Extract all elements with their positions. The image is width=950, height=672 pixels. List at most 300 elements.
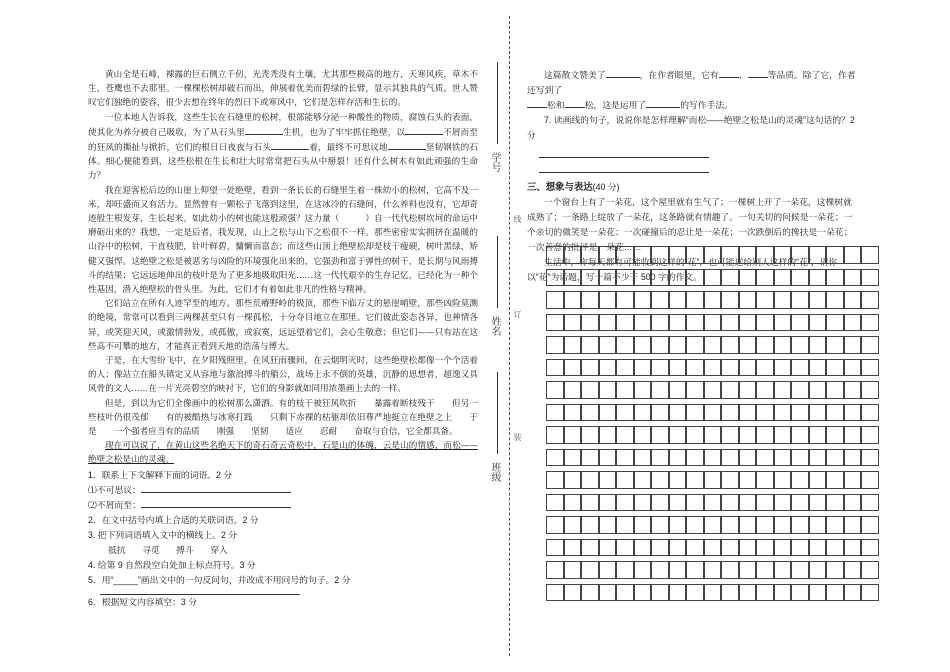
grid-row[interactable]	[546, 291, 879, 309]
grid-cell[interactable]	[669, 539, 687, 557]
grid-cell[interactable]	[651, 291, 669, 309]
grid-cell[interactable]	[844, 561, 862, 579]
grid-cell[interactable]	[651, 426, 669, 444]
grid-cell[interactable]	[791, 336, 809, 354]
grid-cell[interactable]	[581, 539, 599, 557]
grid-cell[interactable]	[774, 584, 792, 602]
grid-cell[interactable]	[686, 291, 704, 309]
grid-cell[interactable]	[721, 291, 739, 309]
grid-cell[interactable]	[581, 584, 599, 602]
grid-cell[interactable]	[791, 246, 809, 264]
grid-cell[interactable]	[809, 269, 827, 287]
grid-cell[interactable]	[791, 516, 809, 534]
grid-cell[interactable]	[721, 516, 739, 534]
grid-cell[interactable]	[669, 336, 687, 354]
grid-cell[interactable]	[844, 539, 862, 557]
grid-cell[interactable]	[774, 449, 792, 467]
grid-cell[interactable]	[599, 471, 617, 489]
grid-cell[interactable]	[616, 381, 634, 399]
grid-cell[interactable]	[581, 246, 599, 264]
grid-cell[interactable]	[651, 494, 669, 512]
grid-cell[interactable]	[546, 336, 564, 354]
class-line[interactable]	[497, 372, 498, 454]
grid-cell[interactable]	[651, 381, 669, 399]
grid-cell[interactable]	[616, 314, 634, 332]
grid-cell[interactable]	[669, 471, 687, 489]
blank-fill[interactable]	[748, 68, 768, 78]
grid-cell[interactable]	[686, 539, 704, 557]
grid-cell[interactable]	[616, 426, 634, 444]
grid-cell[interactable]	[791, 291, 809, 309]
grid-cell[interactable]	[739, 426, 757, 444]
grid-cell[interactable]	[739, 494, 757, 512]
grid-cell[interactable]	[634, 404, 652, 422]
grid-cell[interactable]	[546, 494, 564, 512]
grid-cell[interactable]	[791, 314, 809, 332]
grid-cell[interactable]	[564, 314, 582, 332]
grid-cell[interactable]	[826, 404, 844, 422]
grid-cell[interactable]	[826, 561, 844, 579]
grid-cell[interactable]	[739, 314, 757, 332]
blank-fill[interactable]	[527, 98, 547, 108]
blank-fill[interactable]	[719, 68, 739, 78]
grid-cell[interactable]	[791, 269, 809, 287]
grid-cell[interactable]	[581, 381, 599, 399]
grid-cell[interactable]	[739, 516, 757, 534]
grid-cell[interactable]	[581, 359, 599, 377]
grid-cell[interactable]	[774, 314, 792, 332]
name-line[interactable]	[497, 236, 498, 308]
answer-line[interactable]	[141, 498, 291, 508]
grid-cell[interactable]	[809, 449, 827, 467]
grid-cell[interactable]	[669, 404, 687, 422]
grid-cell[interactable]	[546, 404, 564, 422]
grid-cell[interactable]	[844, 314, 862, 332]
grid-cell[interactable]	[809, 426, 827, 444]
grid-cell[interactable]	[826, 516, 844, 534]
grid-cell[interactable]	[826, 314, 844, 332]
grid-cell[interactable]	[651, 404, 669, 422]
grid-cell[interactable]	[704, 561, 722, 579]
grid-cell[interactable]	[669, 291, 687, 309]
grid-row[interactable]	[546, 359, 879, 377]
grid-cell[interactable]	[564, 494, 582, 512]
grid-cell[interactable]	[774, 494, 792, 512]
grid-row[interactable]	[546, 449, 879, 467]
grid-cell[interactable]	[809, 471, 827, 489]
grid-cell[interactable]	[704, 449, 722, 467]
grid-cell[interactable]	[809, 494, 827, 512]
grid-cell[interactable]	[581, 561, 599, 579]
grid-cell[interactable]	[826, 291, 844, 309]
grid-cell[interactable]	[861, 449, 879, 467]
grid-cell[interactable]	[756, 314, 774, 332]
grid-cell[interactable]	[546, 314, 564, 332]
grid-cell[interactable]	[739, 246, 757, 264]
grid-cell[interactable]	[546, 246, 564, 264]
grid-row[interactable]	[546, 269, 879, 287]
grid-row[interactable]	[546, 494, 879, 512]
grid-row[interactable]	[546, 381, 879, 399]
grid-cell[interactable]	[774, 404, 792, 422]
grid-cell[interactable]	[599, 494, 617, 512]
grid-cell[interactable]	[581, 426, 599, 444]
grid-cell[interactable]	[704, 246, 722, 264]
grid-cell[interactable]	[651, 269, 669, 287]
grid-cell[interactable]	[599, 359, 617, 377]
grid-cell[interactable]	[634, 336, 652, 354]
grid-cell[interactable]	[546, 561, 564, 579]
grid-cell[interactable]	[809, 584, 827, 602]
grid-row[interactable]	[546, 246, 879, 264]
grid-cell[interactable]	[756, 269, 774, 287]
grid-cell[interactable]	[686, 449, 704, 467]
grid-cell[interactable]	[686, 426, 704, 444]
grid-cell[interactable]	[616, 336, 634, 354]
grid-cell[interactable]	[739, 404, 757, 422]
grid-cell[interactable]	[861, 539, 879, 557]
grid-cell[interactable]	[826, 269, 844, 287]
grid-cell[interactable]	[599, 314, 617, 332]
grid-cell[interactable]	[756, 516, 774, 534]
grid-cell[interactable]	[756, 426, 774, 444]
grid-cell[interactable]	[861, 381, 879, 399]
grid-cell[interactable]	[546, 359, 564, 377]
grid-cell[interactable]	[704, 269, 722, 287]
grid-cell[interactable]	[599, 291, 617, 309]
grid-cell[interactable]	[861, 494, 879, 512]
grid-cell[interactable]	[686, 314, 704, 332]
grid-cell[interactable]	[721, 404, 739, 422]
grid-row[interactable]	[546, 539, 879, 557]
grid-cell[interactable]	[809, 291, 827, 309]
grid-cell[interactable]	[669, 516, 687, 534]
grid-cell[interactable]	[826, 471, 844, 489]
grid-cell[interactable]	[809, 381, 827, 399]
grid-cell[interactable]	[599, 539, 617, 557]
grid-cell[interactable]	[599, 381, 617, 399]
grid-cell[interactable]	[634, 471, 652, 489]
grid-cell[interactable]	[861, 269, 879, 287]
grid-cell[interactable]	[546, 426, 564, 444]
grid-cell[interactable]	[686, 336, 704, 354]
grid-cell[interactable]	[669, 381, 687, 399]
grid-row[interactable]	[546, 471, 879, 489]
grid-cell[interactable]	[739, 584, 757, 602]
grid-cell[interactable]	[634, 314, 652, 332]
grid-cell[interactable]	[669, 426, 687, 444]
grid-cell[interactable]	[756, 404, 774, 422]
grid-cell[interactable]	[704, 516, 722, 534]
grid-cell[interactable]	[721, 381, 739, 399]
grid-cell[interactable]	[809, 246, 827, 264]
grid-cell[interactable]	[669, 449, 687, 467]
grid-cell[interactable]	[721, 539, 739, 557]
grid-cell[interactable]	[721, 561, 739, 579]
blank-fill[interactable]	[646, 98, 680, 108]
grid-cell[interactable]	[791, 404, 809, 422]
grid-cell[interactable]	[651, 584, 669, 602]
grid-cell[interactable]	[756, 449, 774, 467]
grid-cell[interactable]	[546, 471, 564, 489]
grid-cell[interactable]	[809, 404, 827, 422]
grid-cell[interactable]	[651, 359, 669, 377]
grid-cell[interactable]	[634, 246, 652, 264]
grid-cell[interactable]	[616, 291, 634, 309]
grid-cell[interactable]	[774, 336, 792, 354]
grid-cell[interactable]	[704, 336, 722, 354]
grid-cell[interactable]	[791, 381, 809, 399]
grid-cell[interactable]	[616, 516, 634, 534]
grid-row[interactable]	[546, 426, 879, 444]
grid-cell[interactable]	[826, 246, 844, 264]
grid-cell[interactable]	[704, 494, 722, 512]
grid-cell[interactable]	[721, 359, 739, 377]
grid-cell[interactable]	[721, 426, 739, 444]
grid-cell[interactable]	[686, 404, 704, 422]
grid-cell[interactable]	[651, 561, 669, 579]
grid-cell[interactable]	[686, 381, 704, 399]
grid-cell[interactable]	[756, 494, 774, 512]
grid-cell[interactable]	[616, 359, 634, 377]
grid-cell[interactable]	[704, 404, 722, 422]
grid-cell[interactable]	[861, 516, 879, 534]
grid-cell[interactable]	[756, 336, 774, 354]
grid-cell[interactable]	[756, 246, 774, 264]
grid-cell[interactable]	[791, 539, 809, 557]
grid-cell[interactable]	[774, 269, 792, 287]
grid-row[interactable]	[546, 584, 879, 602]
grid-cell[interactable]	[809, 561, 827, 579]
grid-cell[interactable]	[756, 584, 774, 602]
grid-cell[interactable]	[564, 539, 582, 557]
grid-cell[interactable]	[651, 314, 669, 332]
grid-cell[interactable]	[861, 426, 879, 444]
grid-cell[interactable]	[844, 584, 862, 602]
composition-grid[interactable]	[546, 246, 879, 601]
grid-cell[interactable]	[546, 449, 564, 467]
grid-cell[interactable]	[861, 404, 879, 422]
grid-cell[interactable]	[861, 359, 879, 377]
grid-cell[interactable]	[861, 584, 879, 602]
grid-cell[interactable]	[739, 291, 757, 309]
blank-fill[interactable]	[388, 140, 426, 150]
grid-cell[interactable]	[721, 449, 739, 467]
grid-cell[interactable]	[616, 471, 634, 489]
grid-cell[interactable]	[634, 561, 652, 579]
grid-cell[interactable]	[721, 314, 739, 332]
grid-cell[interactable]	[599, 584, 617, 602]
grid-cell[interactable]	[616, 584, 634, 602]
grid-cell[interactable]	[844, 359, 862, 377]
grid-cell[interactable]	[774, 516, 792, 534]
grid-cell[interactable]	[581, 269, 599, 287]
grid-cell[interactable]	[844, 471, 862, 489]
grid-cell[interactable]	[581, 449, 599, 467]
grid-cell[interactable]	[756, 561, 774, 579]
grid-cell[interactable]	[739, 336, 757, 354]
grid-cell[interactable]	[634, 291, 652, 309]
blank-fill[interactable]	[606, 68, 640, 78]
grid-cell[interactable]	[564, 381, 582, 399]
grid-cell[interactable]	[564, 404, 582, 422]
grid-cell[interactable]	[564, 426, 582, 444]
grid-cell[interactable]	[826, 426, 844, 444]
grid-cell[interactable]	[616, 561, 634, 579]
grid-cell[interactable]	[669, 269, 687, 287]
grid-cell[interactable]	[809, 314, 827, 332]
grid-cell[interactable]	[634, 449, 652, 467]
grid-cell[interactable]	[564, 291, 582, 309]
grid-cell[interactable]	[651, 246, 669, 264]
grid-cell[interactable]	[844, 381, 862, 399]
grid-cell[interactable]	[721, 269, 739, 287]
grid-cell[interactable]	[844, 404, 862, 422]
grid-cell[interactable]	[581, 516, 599, 534]
grid-cell[interactable]	[651, 471, 669, 489]
grid-cell[interactable]	[774, 561, 792, 579]
grid-cell[interactable]	[791, 426, 809, 444]
grid-cell[interactable]	[686, 246, 704, 264]
grid-cell[interactable]	[809, 539, 827, 557]
grid-cell[interactable]	[564, 584, 582, 602]
grid-cell[interactable]	[581, 471, 599, 489]
grid-cell[interactable]	[634, 426, 652, 444]
grid-cell[interactable]	[739, 359, 757, 377]
grid-cell[interactable]	[564, 449, 582, 467]
grid-cell[interactable]	[756, 359, 774, 377]
grid-cell[interactable]	[669, 561, 687, 579]
grid-cell[interactable]	[791, 471, 809, 489]
grid-cell[interactable]	[634, 516, 652, 534]
grid-cell[interactable]	[581, 336, 599, 354]
grid-cell[interactable]	[581, 404, 599, 422]
grid-cell[interactable]	[704, 426, 722, 444]
grid-cell[interactable]	[581, 494, 599, 512]
grid-cell[interactable]	[581, 314, 599, 332]
grid-cell[interactable]	[669, 584, 687, 602]
grid-cell[interactable]	[826, 539, 844, 557]
answer-line[interactable]	[100, 588, 300, 595]
grid-cell[interactable]	[616, 539, 634, 557]
grid-cell[interactable]	[564, 336, 582, 354]
grid-row[interactable]	[546, 336, 879, 354]
student-id-line[interactable]	[497, 62, 498, 144]
grid-cell[interactable]	[616, 246, 634, 264]
grid-cell[interactable]	[686, 516, 704, 534]
grid-cell[interactable]	[704, 584, 722, 602]
grid-cell[interactable]	[651, 516, 669, 534]
grid-cell[interactable]	[739, 539, 757, 557]
grid-cell[interactable]	[844, 291, 862, 309]
grid-cell[interactable]	[826, 584, 844, 602]
answer-line[interactable]	[141, 483, 291, 493]
grid-cell[interactable]	[564, 471, 582, 489]
grid-cell[interactable]	[599, 426, 617, 444]
grid-cell[interactable]	[581, 291, 599, 309]
grid-cell[interactable]	[564, 269, 582, 287]
grid-cell[interactable]	[686, 584, 704, 602]
grid-cell[interactable]	[809, 336, 827, 354]
answer-line[interactable]	[539, 147, 709, 158]
grid-cell[interactable]	[721, 494, 739, 512]
grid-cell[interactable]	[686, 471, 704, 489]
grid-cell[interactable]	[756, 539, 774, 557]
grid-cell[interactable]	[774, 291, 792, 309]
grid-cell[interactable]	[861, 314, 879, 332]
grid-cell[interactable]	[669, 314, 687, 332]
grid-cell[interactable]	[686, 269, 704, 287]
grid-cell[interactable]	[669, 494, 687, 512]
grid-cell[interactable]	[756, 471, 774, 489]
grid-cell[interactable]	[669, 246, 687, 264]
blank-fill[interactable]	[565, 98, 585, 108]
grid-cell[interactable]	[791, 584, 809, 602]
grid-cell[interactable]	[564, 246, 582, 264]
grid-cell[interactable]	[774, 426, 792, 444]
grid-row[interactable]	[546, 404, 879, 422]
grid-cell[interactable]	[756, 381, 774, 399]
grid-cell[interactable]	[599, 336, 617, 354]
grid-cell[interactable]	[599, 246, 617, 264]
grid-cell[interactable]	[669, 359, 687, 377]
grid-cell[interactable]	[546, 291, 564, 309]
grid-cell[interactable]	[739, 449, 757, 467]
grid-cell[interactable]	[599, 561, 617, 579]
grid-cell[interactable]	[861, 336, 879, 354]
grid-cell[interactable]	[721, 471, 739, 489]
grid-cell[interactable]	[616, 404, 634, 422]
grid-cell[interactable]	[651, 449, 669, 467]
grid-cell[interactable]	[739, 269, 757, 287]
blank-fill[interactable]	[245, 125, 283, 135]
grid-cell[interactable]	[564, 359, 582, 377]
grid-cell[interactable]	[774, 381, 792, 399]
grid-cell[interactable]	[844, 336, 862, 354]
grid-cell[interactable]	[721, 336, 739, 354]
grid-cell[interactable]	[844, 494, 862, 512]
grid-cell[interactable]	[686, 494, 704, 512]
grid-cell[interactable]	[546, 539, 564, 557]
grid-cell[interactable]	[704, 471, 722, 489]
blank-fill[interactable]	[271, 140, 309, 150]
grid-cell[interactable]	[844, 269, 862, 287]
grid-cell[interactable]	[861, 291, 879, 309]
grid-cell[interactable]	[844, 426, 862, 444]
grid-cell[interactable]	[634, 584, 652, 602]
grid-cell[interactable]	[739, 381, 757, 399]
grid-cell[interactable]	[826, 494, 844, 512]
grid-row[interactable]	[546, 516, 879, 534]
grid-cell[interactable]	[739, 471, 757, 489]
grid-cell[interactable]	[861, 471, 879, 489]
grid-cell[interactable]	[704, 359, 722, 377]
grid-cell[interactable]	[774, 471, 792, 489]
grid-cell[interactable]	[546, 269, 564, 287]
grid-cell[interactable]	[861, 246, 879, 264]
grid-cell[interactable]	[826, 336, 844, 354]
grid-cell[interactable]	[546, 584, 564, 602]
grid-cell[interactable]	[546, 381, 564, 399]
grid-cell[interactable]	[616, 494, 634, 512]
grid-cell[interactable]	[791, 494, 809, 512]
grid-cell[interactable]	[564, 561, 582, 579]
grid-cell[interactable]	[599, 269, 617, 287]
grid-cell[interactable]	[809, 516, 827, 534]
grid-cell[interactable]	[774, 246, 792, 264]
grid-cell[interactable]	[634, 359, 652, 377]
grid-cell[interactable]	[564, 516, 582, 534]
